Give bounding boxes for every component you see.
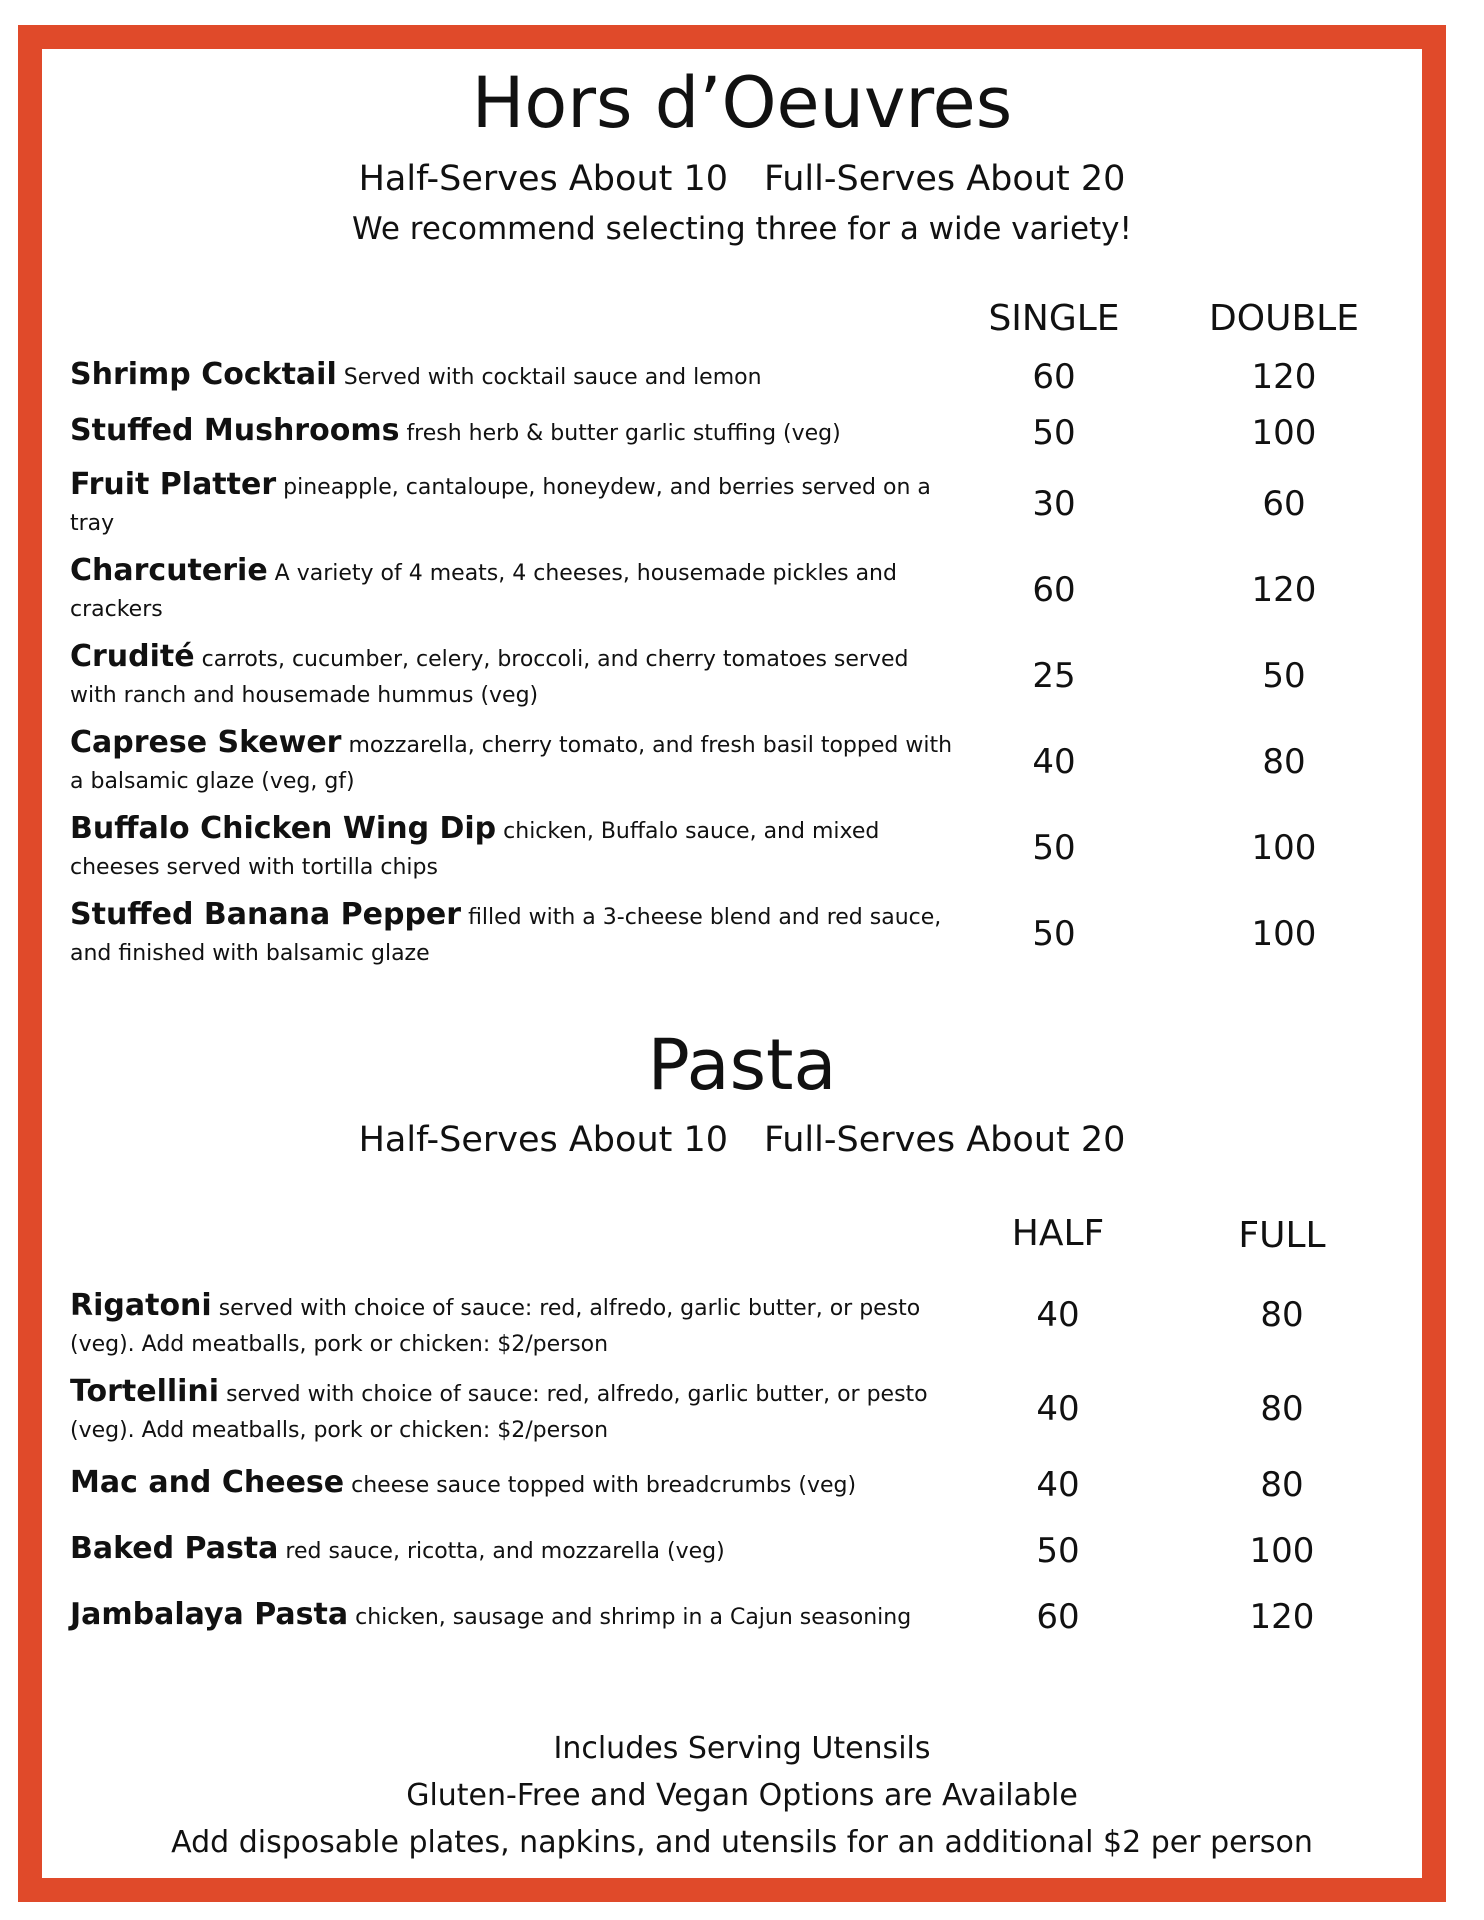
item-text: [70, 1531, 960, 1570]
item-name: Mac and Cheese: [70, 1465, 345, 1500]
hors-half-serves: Half-Serves About 10: [358, 159, 729, 199]
item-name: Tortellini: [70, 1374, 220, 1409]
item-description: pineapple, cantaloupe, honeydew, and berries served on a tray: [70, 475, 931, 536]
price-full: 80: [1260, 1295, 1304, 1335]
price-single: 60: [1032, 570, 1076, 610]
item-description: chicken, sausage and shrimp in a Cajun seasoning: [355, 1605, 912, 1630]
price-half: 50: [1036, 1531, 1080, 1571]
footer-dietary-note: Gluten-Free and Vegan Options are Available: [406, 1778, 1078, 1813]
item-name: Caprese Skewer: [70, 725, 342, 760]
hors-full-serves: Full-Serves About 20: [764, 159, 1126, 199]
price-double: 80: [1262, 742, 1306, 782]
pasta-col-full-header: FULL: [1238, 1215, 1326, 1256]
hors-col-double-header: DOUBLE: [1209, 298, 1359, 339]
pasta-full-serves: Full-Serves About 20: [764, 1120, 1126, 1160]
price-full: 120: [1249, 1597, 1315, 1637]
item-text: [70, 1465, 960, 1504]
item-name: Stuffed Mushrooms: [70, 413, 400, 448]
price-double: 120: [1251, 357, 1317, 397]
item-description: Served with cocktail sauce and lemon: [343, 365, 762, 390]
item-text: [70, 1288, 960, 1363]
item-description: cheese sauce topped with breadcrumbs (veg): [351, 1473, 857, 1498]
item-name: Buffalo Chicken Wing Dip: [70, 811, 497, 846]
item-description: served with choice of sauce: red, alfredo, garlic butter, or pesto (veg). Add meatballs, pork or chicken: $2/person: [70, 1382, 928, 1443]
item-name: Baked Pasta: [70, 1531, 279, 1566]
footer-disposables-note: Add disposable plates, napkins, and utensils for an additional $2 per person: [171, 1825, 1313, 1860]
item-text: [70, 1597, 960, 1636]
item-text: [70, 357, 960, 396]
item-description: fresh herb & butter garlic stuffing (veg): [406, 421, 841, 446]
item-name: Rigatoni: [70, 1288, 212, 1323]
price-double: 120: [1251, 570, 1317, 610]
item-name: Jambalaya Pasta: [70, 1597, 349, 1632]
pasta-title: Pasta: [647, 1024, 837, 1106]
item-name: Fruit Platter: [70, 467, 277, 502]
price-single: 50: [1032, 914, 1076, 954]
item-text: [70, 725, 960, 800]
pasta-half-serves: Half-Serves About 10: [358, 1120, 729, 1160]
price-half: 40: [1036, 1465, 1080, 1505]
price-double: 100: [1251, 828, 1317, 868]
item-description: red sauce, ricotta, and mozzarella (veg): [285, 1539, 725, 1564]
price-single: 60: [1032, 357, 1076, 397]
item-text: [70, 639, 960, 714]
item-text: [70, 467, 960, 542]
item-description: chicken, Buffalo sauce, and mixed cheeses served with tortilla chips: [70, 819, 880, 880]
item-name: Shrimp Cocktail: [70, 357, 337, 392]
price-double: 100: [1251, 914, 1317, 954]
price-double: 100: [1251, 413, 1317, 453]
price-full: 80: [1260, 1465, 1304, 1505]
hors-serving-info: [0, 159, 1484, 199]
footer-utensils-note: Includes Serving Utensils: [553, 1731, 931, 1766]
pasta-serving-info: [0, 1120, 1484, 1160]
price-full: 80: [1260, 1389, 1304, 1429]
price-double: 50: [1262, 656, 1306, 696]
hors-col-single-header: SINGLE: [988, 298, 1120, 339]
price-half: 60: [1036, 1597, 1080, 1637]
item-text: [70, 811, 960, 886]
price-double: 60: [1262, 484, 1306, 524]
price-single: 50: [1032, 828, 1076, 868]
price-half: 40: [1036, 1295, 1080, 1335]
hors-recommendation: We recommend selecting three for a wide variety!: [352, 211, 1132, 247]
item-text: [70, 1374, 960, 1449]
item-description: mozzarella, cherry tomato, and fresh basil topped with a balsamic glaze (veg, gf): [70, 733, 953, 794]
item-description: filled with a 3-cheese blend and red sauce, and finished with balsamic glaze: [70, 905, 942, 966]
price-single: 25: [1032, 656, 1076, 696]
item-description: A variety of 4 meats, 4 cheeses, housemade pickles and crackers: [70, 561, 897, 622]
item-description: carrots, cucumber, celery, broccoli, and cherry tomatoes served with ranch and housemade hummus (veg): [70, 647, 909, 708]
item-name: Stuffed Banana Pepper: [70, 897, 462, 932]
item-name: Charcuterie: [70, 553, 268, 588]
price-single: 30: [1032, 484, 1076, 524]
price-single: 50: [1032, 413, 1076, 453]
item-name: Crudité: [70, 639, 195, 674]
price-full: 100: [1249, 1531, 1315, 1571]
item-text: [70, 553, 960, 628]
item-description: served with choice of sauce: red, alfredo, garlic butter, or pesto (veg). Add meatballs, pork or chicken: $2/person: [70, 1296, 921, 1357]
price-single: 40: [1032, 742, 1076, 782]
item-text: [70, 413, 960, 452]
pasta-col-half-header: HALF: [1011, 1213, 1105, 1254]
hors-doeuvres-title: Hors d’Oeuvres: [471, 62, 1013, 144]
price-half: 40: [1036, 1389, 1080, 1429]
item-text: [70, 897, 960, 972]
